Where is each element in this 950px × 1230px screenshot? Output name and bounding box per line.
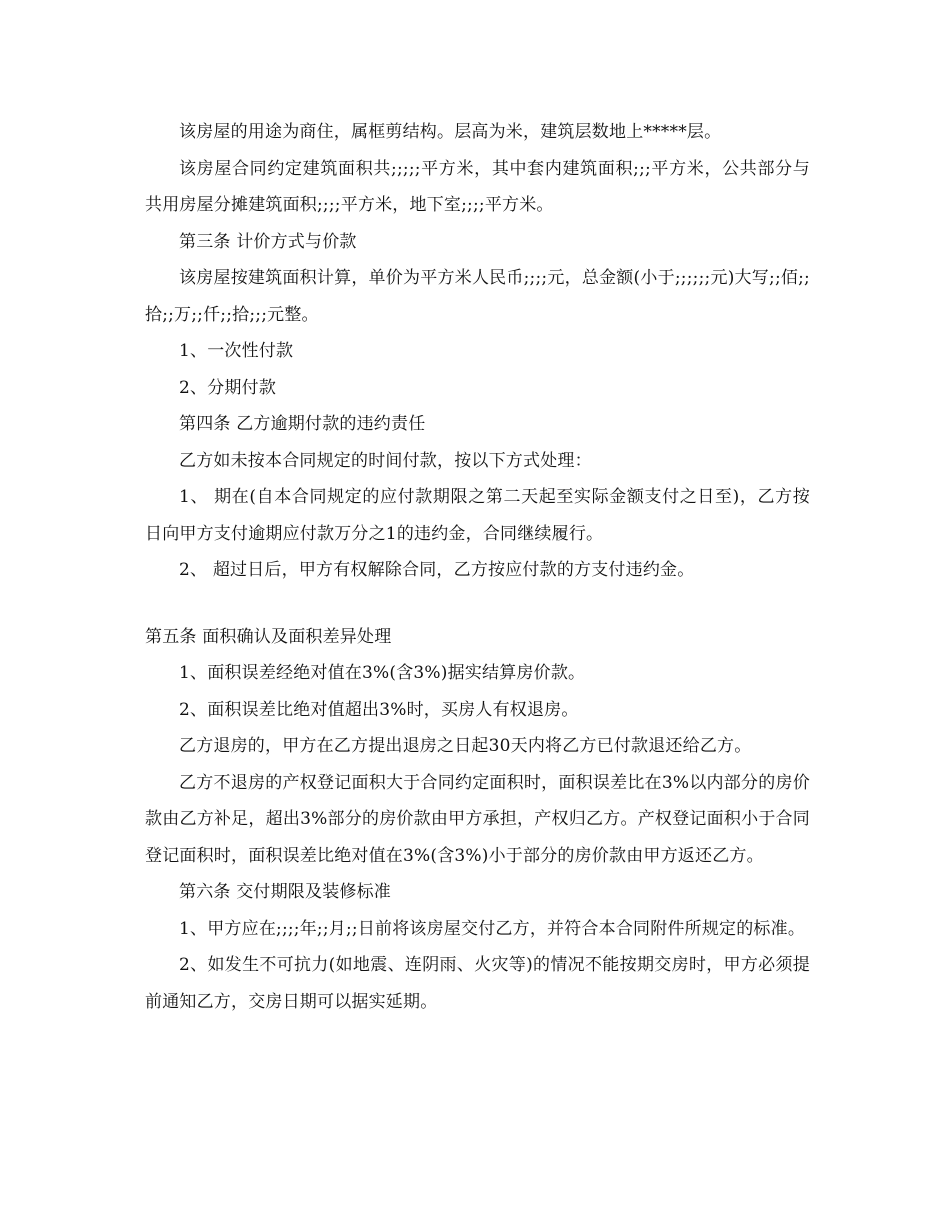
heading-article-4: 第四条 乙方逾期付款的违约责任: [179, 414, 426, 434]
list-item-area-1: 1、面积误差经绝对值在3%(含3%)据实结算房价款。: [179, 663, 586, 683]
section-gap: [145, 589, 810, 619]
heading-article-5: 第五条 面积确认及面积差异处理: [145, 626, 392, 647]
list-item-late-2: 2、 超过日后，甲方有权解除合同，乙方按应付款的方支付违约金。: [179, 560, 695, 580]
paragraph-price: 该房屋按建筑面积计算，单价为平方米人民币;;;;元，总金额(小于;;;;;;元)大写;;佰;;拾;;万;;仟;;拾;;;元整。: [145, 268, 810, 325]
list-item-late-1: 1、 期在(自本合同规定的应付款期限之第二天起至实际金额支付之日至)，乙方按日向甲方支付逾期应付款万分之1的违约金，合同继续履行。: [145, 487, 810, 544]
list-item-area-2: 2、面积误差比绝对值超出3%时，买房人有权退房。: [179, 699, 579, 720]
list-item-delivery-2: 2、如发生不可抗力(如地震、连阴雨、火灾等)的情况不能按期交房时，甲方必须提前通知乙方，交房日期可以据实延期。: [145, 955, 810, 1012]
list-item-lump-sum: 1、一次性付款: [179, 341, 294, 361]
paragraph-usage: 该房屋的用途为商住，属框剪结构。层高为米，建筑层数地上*****层。: [179, 122, 722, 142]
paragraph-late-payment: 乙方如未按本合同规定的时间付款，按以下方式处理：: [179, 450, 592, 471]
paragraph-no-refund: 乙方不退房的产权登记面积大于合同约定面积时，面积误差比在3%以内部分的房价款由乙方补足，超出3%部分的房价款由甲方承担，产权归乙方。产权登记面积小于合同登记面积时，面积误差比绝对值在3%(含3%)小于部分的房价款由甲方返还乙方。: [145, 772, 810, 866]
document-body: [145, 114, 810, 1020]
paragraph-refund: 乙方退房的，甲方在乙方提出退房之日起30天内将乙方已付款退还给乙方。: [179, 736, 752, 756]
paragraph-area: 该房屋合同约定建筑面积共;;;;;平方米，其中套内建筑面积;;;平方米，公共部分与共用房屋分摊建筑面积;;;;平方米，地下室;;;;平方米。: [145, 158, 810, 215]
list-item-installment: 2、分期付款: [179, 377, 277, 398]
heading-article-6: 第六条 交付期限及装修标准: [179, 882, 392, 902]
heading-article-3: 第三条 计价方式与价款: [179, 231, 357, 252]
list-item-delivery-1: 1、甲方应在;;;;年;;月;;日前将该房屋交付乙方，并符合本合同附件所规定的标准。: [179, 918, 806, 939]
